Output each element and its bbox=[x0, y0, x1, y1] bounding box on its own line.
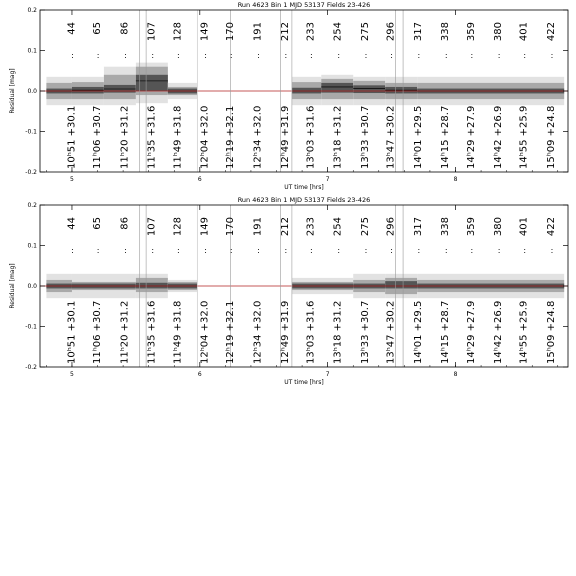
field-colon: : bbox=[124, 246, 127, 255]
ra-dec-label: 11ʰ20 +31.2 bbox=[119, 300, 131, 364]
field-number-label: 65 bbox=[92, 217, 104, 230]
x-tick-label: 7 bbox=[325, 176, 330, 183]
ra-dec-label: 12ʰ34 +32.0 bbox=[252, 300, 264, 364]
field-number-label: 170 bbox=[225, 22, 237, 42]
ra-dec-label: 13ʰ18 +31.2 bbox=[332, 105, 344, 169]
field-number-label: 149 bbox=[199, 217, 211, 237]
field-colon: : bbox=[523, 246, 527, 255]
ra-dec-label: 12ʰ49 +31.9 bbox=[279, 300, 291, 364]
ra-dec-label: 14ʰ01 +29.5 bbox=[412, 300, 424, 364]
field-number-label: 191 bbox=[252, 217, 264, 237]
ra-dec-label: 12ʰ19 +32.1 bbox=[225, 300, 237, 364]
field-colon: : bbox=[497, 246, 501, 255]
field-number-label: 212 bbox=[279, 22, 291, 42]
x-tick-label: 8 bbox=[453, 176, 458, 183]
field-colon: : bbox=[364, 51, 368, 60]
ra-dec-label: 11ʰ49 +31.8 bbox=[172, 105, 184, 169]
ra-dec-label: 11ʰ06 +30.7 bbox=[92, 105, 104, 169]
field-number-label: 317 bbox=[412, 217, 424, 237]
y-tick-label: -0.1 bbox=[25, 128, 37, 136]
field-colon: : bbox=[470, 246, 474, 255]
field-colon: : bbox=[444, 246, 448, 255]
chart-title: Run 4623 Bin 1 MJD 53137 Fields 23-426 bbox=[237, 1, 371, 9]
ra-dec-label: 14ʰ42 +26.9 bbox=[493, 300, 505, 364]
y-tick-label: 0.2 bbox=[27, 202, 37, 209]
field-number-label: 422 bbox=[546, 22, 557, 42]
field-colon: : bbox=[310, 246, 313, 255]
ra-dec-label: 13ʰ47 +30.2 bbox=[385, 105, 397, 169]
field-colon: : bbox=[71, 51, 74, 60]
field-colon: : bbox=[337, 246, 341, 255]
ra-dec-label: 15ʰ09 +24.8 bbox=[546, 105, 557, 169]
ra-dec-label: 15ʰ09 +24.8 bbox=[546, 300, 557, 364]
field-colon: : bbox=[284, 51, 288, 60]
field-colon: : bbox=[550, 246, 554, 255]
field-number-label: 254 bbox=[332, 217, 344, 237]
x-tick-label: 6 bbox=[197, 176, 202, 183]
ra-dec-label: 11ʰ20 +31.2 bbox=[119, 105, 131, 169]
ra-dec-label: 10ʰ51 +30.1 bbox=[66, 105, 78, 169]
field-number-label: 296 bbox=[385, 22, 397, 42]
ra-dec-label: 14ʰ15 +28.7 bbox=[440, 105, 452, 169]
ra-dec-label: 12ʰ19 +32.1 bbox=[225, 105, 237, 169]
field-colon: : bbox=[204, 51, 207, 60]
field-colon: : bbox=[229, 246, 233, 255]
field-number-label: 401 bbox=[518, 217, 530, 237]
ra-dec-label: 11ʰ35 +31.6 bbox=[146, 300, 158, 364]
x-tick-label: 5 bbox=[70, 371, 74, 378]
field-colon: : bbox=[96, 51, 100, 60]
chart-panel-1 bbox=[9, 1, 568, 191]
band-inner bbox=[353, 85, 385, 93]
field-number-label: 338 bbox=[440, 217, 452, 237]
field-number-label: 380 bbox=[493, 216, 505, 237]
field-colon: : bbox=[176, 246, 180, 255]
y-tick-label: -0.2 bbox=[25, 169, 37, 176]
field-colon: : bbox=[364, 246, 368, 255]
field-number-label: 170 bbox=[225, 217, 237, 237]
x-axis-label: UT time [hrs] bbox=[284, 379, 324, 386]
chart-panel-2 bbox=[9, 196, 568, 386]
ra-dec-label: 13ʰ47 +30.2 bbox=[385, 300, 397, 364]
ra-dec-label: 14ʰ55 +25.9 bbox=[518, 300, 530, 364]
ra-dec-label: 14ʰ29 +27.9 bbox=[465, 300, 477, 364]
field-number-label: 359 bbox=[465, 217, 477, 237]
field-colon: : bbox=[71, 246, 74, 255]
field-number-label: 233 bbox=[305, 217, 317, 237]
field-number-label: 107 bbox=[146, 217, 158, 237]
y-tick-label: 0.0 bbox=[27, 283, 37, 290]
field-colon: : bbox=[497, 51, 501, 60]
field-colon: : bbox=[550, 51, 554, 60]
band-inner bbox=[136, 283, 168, 289]
field-number-label: 86 bbox=[119, 22, 131, 35]
field-number-label: 212 bbox=[279, 217, 291, 237]
x-axis-label: UT time [hrs] bbox=[284, 184, 324, 191]
field-number-label: 128 bbox=[172, 22, 184, 42]
field-colon: : bbox=[417, 51, 421, 60]
band-inner bbox=[292, 88, 321, 94]
ra-dec-label: 12ʰ34 +32.0 bbox=[252, 105, 264, 169]
field-number-label: 254 bbox=[332, 22, 344, 42]
field-number-label: 149 bbox=[199, 22, 211, 42]
y-tick-label: -0.1 bbox=[25, 323, 37, 331]
field-colon: : bbox=[96, 246, 100, 255]
x-tick-label: 6 bbox=[197, 371, 202, 378]
field-number-label: 275 bbox=[360, 217, 372, 237]
ra-dec-label: 13ʰ18 +31.2 bbox=[332, 300, 344, 364]
field-colon: : bbox=[417, 246, 421, 255]
field-colon: : bbox=[337, 51, 341, 60]
field-colon: : bbox=[523, 51, 527, 60]
ra-dec-label: 14ʰ29 +27.9 bbox=[465, 105, 477, 169]
field-colon: : bbox=[390, 51, 393, 60]
field-number-label: 44 bbox=[66, 217, 78, 230]
field-colon: : bbox=[284, 246, 288, 255]
field-number-label: 86 bbox=[119, 217, 131, 230]
ra-dec-label: 14ʰ01 +29.5 bbox=[412, 105, 424, 169]
field-colon: : bbox=[470, 51, 474, 60]
ra-dec-label: 13ʰ33 +30.7 bbox=[360, 105, 372, 169]
y-tick-label: 0.1 bbox=[27, 47, 37, 55]
band-inner bbox=[136, 75, 168, 91]
ra-dec-label: 12ʰ04 +32.0 bbox=[199, 105, 211, 169]
y-axis-label: Residual [mag] bbox=[9, 263, 16, 309]
field-number-label: 128 bbox=[172, 217, 184, 237]
x-tick-label: 7 bbox=[325, 371, 330, 378]
field-number-label: 317 bbox=[412, 22, 424, 42]
field-colon: : bbox=[257, 246, 260, 255]
ra-dec-label: 13ʰ03 +31.6 bbox=[305, 300, 317, 364]
field-number-label: 296 bbox=[385, 217, 397, 237]
x-tick-label: 5 bbox=[70, 176, 74, 183]
ra-dec-label: 14ʰ15 +28.7 bbox=[440, 300, 452, 364]
field-colon: : bbox=[390, 246, 393, 255]
field-colon: : bbox=[444, 51, 448, 60]
ra-dec-label: 14ʰ55 +25.9 bbox=[518, 105, 530, 169]
field-colon: : bbox=[124, 51, 127, 60]
field-number-label: 191 bbox=[252, 22, 264, 42]
chart-title: Run 4623 Bin 1 MJD 53137 Fields 23-426 bbox=[237, 196, 371, 204]
field-colon: : bbox=[151, 246, 155, 255]
field-number-label: 233 bbox=[305, 22, 317, 42]
field-colon: : bbox=[257, 51, 260, 60]
y-tick-label: 0.0 bbox=[27, 88, 37, 95]
field-colon: : bbox=[151, 51, 155, 60]
ra-dec-label: 11ʰ35 +31.6 bbox=[146, 105, 158, 169]
field-colon: : bbox=[204, 246, 207, 255]
ra-dec-label: 13ʰ33 +30.7 bbox=[360, 300, 372, 364]
field-number-label: 275 bbox=[360, 22, 372, 42]
ra-dec-label: 12ʰ49 +31.9 bbox=[279, 105, 291, 169]
field-colon: : bbox=[176, 51, 180, 60]
field-number-label: 401 bbox=[518, 22, 530, 42]
ra-dec-label: 12ʰ04 +32.0 bbox=[199, 300, 211, 364]
x-tick-label: 8 bbox=[453, 371, 458, 378]
field-colon: : bbox=[229, 51, 233, 60]
field-number-label: 65 bbox=[92, 22, 104, 35]
field-number-label: 422 bbox=[546, 217, 557, 237]
field-colon: : bbox=[310, 51, 313, 60]
ra-dec-label: 13ʰ03 +31.6 bbox=[305, 105, 317, 169]
y-tick-label: 0.2 bbox=[27, 7, 37, 14]
band-inner bbox=[385, 281, 417, 288]
field-number-label: 44 bbox=[66, 22, 78, 35]
y-tick-label: -0.2 bbox=[25, 364, 37, 371]
ra-dec-label: 10ʰ51 +30.1 bbox=[66, 300, 78, 364]
y-tick-label: 0.1 bbox=[27, 242, 37, 250]
y-axis-label: Residual [mag] bbox=[9, 68, 16, 114]
field-number-label: 380 bbox=[493, 21, 505, 42]
ra-dec-label: 14ʰ42 +26.9 bbox=[493, 105, 505, 169]
field-number-label: 359 bbox=[465, 22, 477, 42]
field-number-label: 338 bbox=[440, 22, 452, 42]
ra-dec-label: 11ʰ49 +31.8 bbox=[172, 300, 184, 364]
field-number-label: 107 bbox=[146, 22, 158, 42]
ra-dec-label: 11ʰ06 +30.7 bbox=[92, 300, 104, 364]
